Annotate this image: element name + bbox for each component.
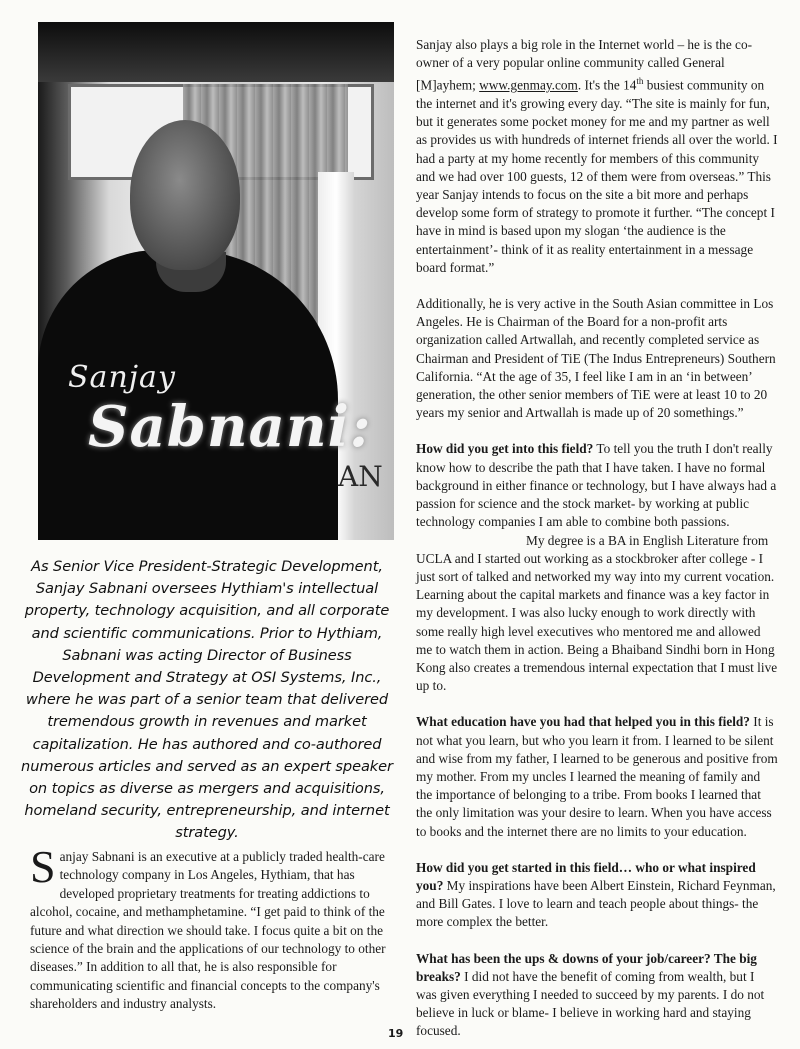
qa-inspiration: [416, 859, 778, 932]
drop-cap: S: [30, 841, 56, 892]
question-career: What has been the ups & downs of your job/career? The big breaks?: [416, 950, 757, 984]
title-last-name: Sabnani:: [88, 394, 372, 460]
p1-superscript: th: [636, 76, 644, 87]
p1-text-c: busiest community on the internet and it's growing every day. “The site is mainly for fun, but it generates some pocket money for me and my partner as well as provides us with hundreds of internet friends all over the world. I had a party at my home recently for members of this community and we had over 100 guests, 12 of them were from overseas.” This year Sanjay intends to focus on the site a bit more and perhaps develop some form of strategy to promote it further. “The concept I have in mind is based upon my slogan ‘the audience is the entertainment’- think of it as reality entertainment in a message board format.”: [416, 77, 778, 275]
answer-field: To tell you the truth I don't really know how to describe the path that I have taken. I have no formal background in either finance or technology, but I have always had a passion for science and the stock market- by working at public technology companies I am able to combine both passions.: [416, 441, 777, 530]
photo-ceiling: [38, 22, 394, 82]
answer-inspiration: My inspirations have been Albert Einstein, Richard Feynman, and Bill Gates. I love to learn and teach people about things- the more complex the better.: [416, 877, 776, 930]
genmay-link[interactable]: www.genmay.com: [479, 77, 578, 93]
p1-text-b: . It's the 14: [577, 77, 637, 93]
p1-text-a: Sanjay also plays a big role in the Internet world – he is the co-owner of a very popular online community called General [M]ayhem;: [416, 37, 753, 93]
title-suffix: AN: [338, 460, 383, 493]
paragraph-internet: [416, 36, 778, 277]
photo-person-head: [130, 120, 240, 270]
page-number: 19: [388, 1027, 404, 1040]
question-inspiration: How did you get started in this field… who or what inspired you?: [416, 859, 756, 893]
qa-education: [416, 713, 778, 840]
intro-blurb: As Senior Vice President-Strategic Development, Sanjay Sabnani oversees Hythiam's intellectual property, technology acquisition, and all corporate and scientific communications. Prior to Hythiam, Sabnani was acting Director of Business Development and Strategy at OSI Systems, Inc., where he was part of a senior team that delivered tremendous growth in revenues and market capitalization. He has authored and co-authored numerous articles and served as an expert speaker on topics as diverse as mergers and acquisitions, homeland security, entrepreneurship, and internet strategy.: [21, 558, 393, 842]
answer-field-continued: My degree is a BA in English Literature from UCLA and I started out working as a stockbroker after college - I just sort of talked and networked my way into my current vocation. Learning about the capital markets and finance was a key factor in my development. I was also lucky enough to work directly with some really high level executives who mentored me and allowed me to watch them in action. Being a Bhaiband Sindhi born in Hong Kong also creates a tremendous internal expectation that I must live up to.: [416, 532, 778, 694]
qa-field: [416, 440, 778, 531]
title-first-name: Sanjay: [68, 360, 176, 395]
lead-paragraph: [30, 841, 392, 1014]
right-column: [416, 36, 778, 1041]
answer-education: It is not what you learn, but who you learn it from. I learned to be silent and wise from my father, I learned to be generous and positive from my mother. From my uncles I learned the meaning of family and the importance of belonging to a tribe. From books I learned that the only limitation was your desire to learn. When you have access to books and the internet there are no limits to your education.: [416, 714, 778, 839]
answer-career: I did not have the benefit of coming from wealth, but I was given everything I needed to succeed by my parents. I do not believe in luck or blame- I believe in working hard and staying focused.: [416, 968, 765, 1039]
lead-text: anjay Sabnani is an executive at a publicly traded health-care technology company in Los Angeles, Hythiam, that has developed proprietary treatments for treating addictions to alcohol, cocaine, and methamphetamine. “I get paid to think of the future and what direction we should take. I focus quite a bit on the science of the brain and the applications of our technology to other diseases.” In addition to all that, he is also responsible for communicating scientific and financial concepts to the company's shareholders and industry analysts.: [30, 849, 386, 1012]
paragraph-community: Additionally, he is very active in the South Asian committee in Los Angeles. He is Chairman of the Board for a non-profit arts organization called Artwallah, and recently completed service as Chairman and President of TiE (The Indus Entrepreneurs) Southern California. “At the age of 35, I feel like I am in an ‘in between’ generation, the other senior members of TiE were at least 10 to 20 years my senior and Artwallah is made up of 20 somethings.”: [416, 296, 776, 421]
portrait-photo: [38, 22, 394, 540]
question-education: What education have you had that helped you in this field?: [416, 714, 750, 730]
qa-career: [416, 950, 778, 1041]
question-field: How did you get into this field?: [416, 441, 594, 457]
